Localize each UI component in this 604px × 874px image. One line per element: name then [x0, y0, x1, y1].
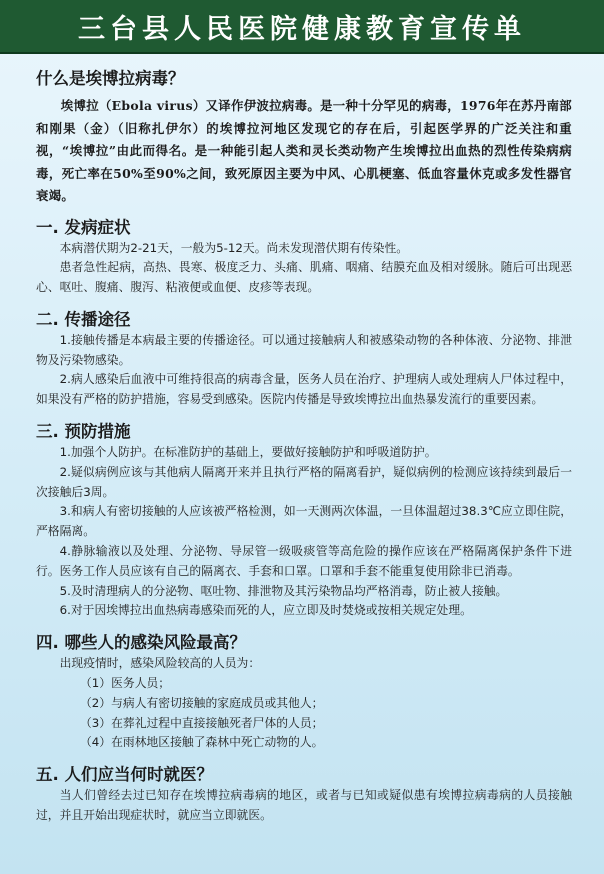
section-paragraph: 4.静脉输液以及处理、分泌物、导尿管一级吸痰管等高危险的操作应该在严格隔离保护条件下进行。医务工作人员应该有自己的隔离衣、手套和口罩。口罩和手套不能重复使用除非已消毒。: [36, 544, 572, 578]
section-when-to-seek-care: [36, 764, 572, 826]
section-heading: 四. 哪些人的感染风险最高？: [36, 633, 247, 653]
intro-paragraph: 埃博拉（Ebola virus）又译作伊波拉病毒。是一种十分罕见的病毒，1976年在苏丹南部和刚果（金）（旧称扎伊尔）的埃博拉河地区发现它的存在后，引起医学界的广泛关注和重视，“埃博拉”由此而得名。是一种能引起人类和灵长类动物产生埃博拉出血热的烈性传染病病毒，死亡率在50%至90%之间，致死原因主要为中风、心肌梗塞、低血容量休克或多发性器官衰竭。: [36, 98, 572, 203]
intro-heading: 什么是埃博拉病毒？: [36, 69, 185, 88]
section-paragraph: 当人们曾经去过已知存在埃博拉病毒病的地区，或者与已知或疑似患有埃博拉病毒病的人员接触过，并且开始出现症状时，就应当立即就医。: [36, 788, 572, 823]
section-paragraph: 1.加强个人防护。在标准防护的基础上，要做好接触防护和呼吸道防护。: [59, 445, 437, 460]
section-paragraph: 本病潜伏期为2-21天，一般为5-12天。尚未发现潜伏期有传染性。: [59, 240, 409, 255]
section-heading: 三. 预防措施: [36, 422, 131, 442]
section-heading: 五. 人们应当何时就医？: [36, 765, 214, 785]
section-high-risk: [36, 632, 572, 753]
list-item: （3）在葬礼过程中直接接触死者尸体的人员；: [80, 715, 324, 730]
section-paragraph: 3.和病人有密切接触的人应该被严格检测，如一天测两次体温，一旦体温超过38.3℃应立即住院，严格隔离。: [36, 504, 572, 539]
section-paragraph: 患者急性起病，高热、畏寒、极度乏力、头痛、肌痛、咽痛、结膜充血及相对缓脉。随后可出现恶心、呕吐、腹痛、腹泻、粘液便或血便、皮疹等表现。: [36, 260, 572, 295]
list-item: （1）医务人员；: [80, 676, 171, 691]
list-item: （2）与病人有密切接触的家庭成员或其他人；: [80, 695, 324, 710]
section-paragraph: 6.对于因埃博拉出血热病毒感染而死的人，应立即及时焚烧或按相关规定处理。: [59, 603, 472, 618]
section-transmission: [36, 309, 572, 410]
section-paragraph: 出现疫情时，感染风险较高的人员为：: [59, 656, 261, 671]
section-paragraph: 2.疑似病例应该与其他病人隔离开来并且执行严格的隔离看护，疑似病例的检测应该持续到最后一次接触后3周。: [36, 464, 572, 499]
banner-title: 三台县人民医院健康教育宣传单: [78, 13, 526, 45]
section-prevention: [36, 421, 572, 621]
list-item: （4）在雨林地区接触了森林中死亡动物的人。: [80, 735, 324, 750]
section-paragraph: 2.病人感染后血液中可维持很高的病毒含量，医务人员在治疗、护理病人或处理病人尸体过程中，如果没有严格的防护措施，容易受到感染。医院内传播是导致埃博拉出血热暴发流行的重要因素。: [36, 372, 572, 407]
section-heading: 二. 传播途径: [36, 309, 131, 329]
content-area: [36, 68, 572, 826]
section-paragraph: 5.及时清理病人的分泌物、呕吐物、排泄物及其污染物品均严格消毒，防止被人接触。: [59, 583, 508, 598]
section-symptoms: [36, 217, 572, 298]
section-heading: 一. 发病症状: [36, 217, 131, 237]
section-paragraph: 1.接触传播是本病最主要的传播途径。可以通过接触病人和被感染动物的各种体液、分泌物、排泄物及污染物感染。: [36, 332, 572, 367]
title-banner: [0, 0, 604, 54]
